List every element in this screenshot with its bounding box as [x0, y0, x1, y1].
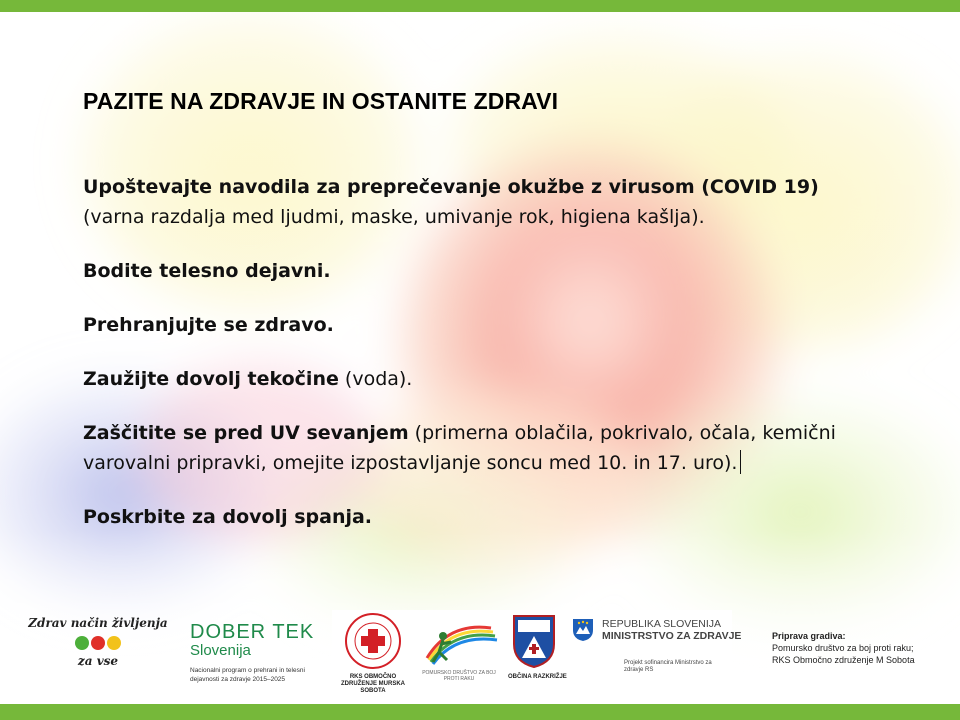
ministry-line2: MINISTRSTVO ZA ZDRAVJE	[602, 630, 742, 642]
bottom-accent-bar	[0, 704, 960, 720]
credits-line: Pomursko društvo za boj proti raku;	[772, 643, 914, 653]
advice-item-bold: Poskrbite za dovolj spanja.	[83, 506, 373, 528]
advice-item-normal: (primerna oblačila, pokrivalo, očala, kemični varovalni pripravki, omejite izpostavljanje soncu med 10. in 17. uro).	[83, 422, 836, 474]
dober-tek-country: Slovenija	[190, 642, 251, 659]
advice-item	[83, 418, 883, 478]
advice-list	[83, 172, 883, 556]
coat-of-arms-icon	[512, 614, 556, 668]
fruit-icons	[28, 636, 168, 650]
dober-tek-note: Nacionalni program o prehrani in telesni dejavnosti za zdravje 2015–2025	[190, 667, 305, 683]
slogan-bottom: za vse	[77, 654, 119, 668]
slogan-top: Zdrav način življenja	[28, 616, 168, 630]
advice-item-normal: (voda).	[338, 368, 413, 390]
cancer-society-caption: POMURSKO DRUŠTVO ZA BOJ PROTI RAKU	[422, 670, 496, 682]
advice-item	[83, 256, 883, 286]
slovenia-emblem-icon	[572, 618, 594, 642]
credits	[772, 630, 952, 666]
red-cross-caption: RKS OBMOČNO ZDRUŽENJE MURSKA SOBOTA	[340, 674, 405, 694]
healthy-lifestyle-logo	[28, 616, 168, 668]
runner-rainbow-icon	[419, 618, 499, 666]
credits-heading: Priprava gradiva:	[772, 631, 846, 641]
advice-item	[83, 502, 883, 532]
advice-item-normal: (varna razdalja med ljudmi, maske, umivanje rok, higiena kašlja).	[83, 206, 705, 228]
coat-caption: OBČINA RAZKRIŽJE	[508, 674, 567, 680]
ministry-line1: REPUBLIKA SLOVENIJA	[602, 618, 722, 630]
text-cursor	[740, 450, 741, 474]
red-cross-icon	[343, 612, 403, 670]
red-apple-icon	[91, 636, 105, 650]
advice-item-bold: Bodite telesno dejavni.	[83, 260, 331, 282]
advice-item-bold: Zaužijte dovolj tekočine	[83, 368, 339, 390]
yellow-apple-icon	[107, 636, 121, 650]
advice-item	[83, 364, 883, 394]
advice-item	[83, 172, 883, 232]
red-cross-logo	[338, 612, 408, 695]
advice-item	[83, 310, 883, 340]
top-accent-bar	[0, 0, 960, 12]
dober-tek-wordmark: DOBER TEK	[190, 621, 315, 643]
advice-item-bold: Prehranjujte se zdravo.	[83, 314, 334, 336]
ministry-note: Projekt sofinancira Ministrstvo za zdravje RS	[624, 660, 712, 673]
advice-item-bold: Zaščitite se pred UV sevanjem	[83, 422, 409, 444]
page-title: PAZITE NA ZDRAVJE IN OSTANITE ZDRAVI	[83, 88, 559, 114]
advice-item-bold: Upoštevajte navodila za preprečevanje okužbe z virusom (COVID 19)	[83, 176, 819, 198]
cancer-society-logo	[414, 618, 504, 682]
razkrizje-coat-of-arms	[508, 614, 567, 680]
credits-line: RKS Območno združenje M Sobota	[772, 655, 915, 665]
green-apple-icon	[75, 636, 89, 650]
dober-tek-logo	[190, 622, 320, 684]
ministry-of-health-logo	[572, 618, 742, 674]
